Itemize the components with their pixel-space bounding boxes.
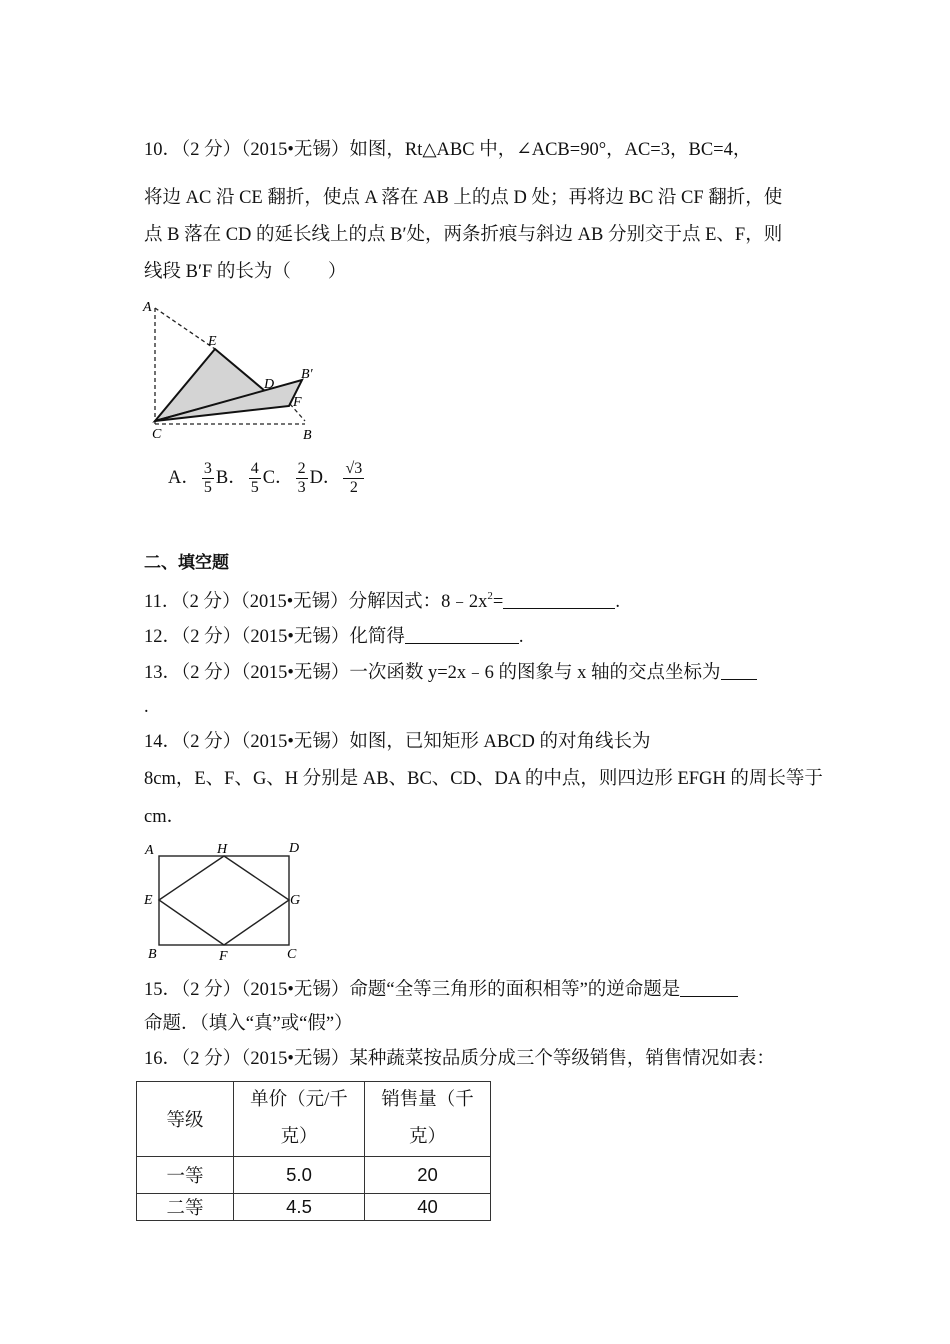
- q14-label-c: C: [287, 947, 297, 962]
- q14-rectangle-abcd: [159, 856, 289, 945]
- q15-line-2: 命题．（填入“真”或“假”）: [144, 1014, 353, 1034]
- q14-line-1: 14．（2 分）（2015•无锡）如图，已知矩形 ABCD 的对角线长为: [144, 732, 651, 752]
- table-cell: 一等: [137, 1157, 234, 1194]
- q10-options: [168, 460, 366, 498]
- q12-text: 12．（2 分）（2015•无锡）化简得: [144, 627, 405, 647]
- q14-label-d: D: [289, 841, 300, 856]
- table-row: [137, 1157, 491, 1194]
- q16-line-1: 16．（2 分）（2015•无锡）某种蔬菜按品质分成三个等级销售，销售情况如表：: [144, 1049, 775, 1069]
- q10-label-b: B: [303, 428, 312, 443]
- q10-label-e: E: [208, 334, 217, 349]
- q10-label-a: A: [143, 300, 152, 315]
- q13-period: .: [144, 697, 149, 717]
- q10-line-1: 10．（2 分）（2015•无锡）如图，Rt△ABC 中，∠ACB=90°，AC=3，BC=4，: [144, 140, 752, 160]
- q11-exponent: 2: [487, 590, 493, 602]
- option-b-fraction: $\frac{4}{5}$: [250, 460, 259, 497]
- header-grade: 等级: [137, 1082, 234, 1157]
- q14-figure: [140, 836, 315, 966]
- q10-line-4: 线段 B′F 的长为（ ）: [144, 262, 347, 282]
- q10-line-2: 将边 AC 沿 CE 翻折，使点 A 落在 AB 上的点 D 处；再将边 BC 沿 CF 翻折，使: [144, 188, 783, 208]
- option-b-letter: B．: [215, 468, 247, 489]
- option-d-fraction: $\frac{√3}{2}$: [345, 460, 363, 497]
- header-quantity: 销售量（千 克）: [365, 1082, 491, 1157]
- q14-label-g: G: [290, 893, 301, 908]
- q11-answer-blank[interactable]: [503, 590, 615, 609]
- q14-label-f: F: [219, 949, 228, 964]
- option-c-letter: C．: [262, 468, 294, 489]
- option-d-letter: D．: [309, 468, 342, 489]
- q10-label-b-prime: B′: [301, 367, 313, 382]
- option-a-letter: A．: [168, 468, 200, 489]
- q10-label-d: D: [264, 377, 275, 392]
- q10-label-c: C: [152, 427, 162, 442]
- q11-text: 11．（2 分）（2015•无锡）分解因式：8﹣2x: [144, 592, 488, 612]
- q11-line: [144, 590, 620, 612]
- q13-line: [144, 661, 757, 683]
- q12-answer-blank[interactable]: [405, 625, 519, 644]
- q12-line: [144, 625, 523, 647]
- q14-label-e: E: [144, 893, 153, 908]
- q14-label-b: B: [148, 947, 157, 962]
- option-a-fraction: $\frac{3}{5}$: [203, 460, 212, 497]
- table-header-row: [137, 1082, 491, 1157]
- q14-label-h: H: [217, 842, 228, 857]
- table-row: [137, 1194, 491, 1221]
- q14-label-a: A: [145, 843, 154, 858]
- option-c-fraction: $\frac{2}{3}$: [297, 460, 306, 497]
- q13-answer-blank[interactable]: [721, 661, 757, 680]
- q15-line-1: [144, 978, 738, 1000]
- q15-text: 15．（2 分）（2015•无锡）命题“全等三角形的面积相等”的逆命题是: [144, 980, 681, 1000]
- q11-period: .: [615, 592, 620, 612]
- table-cell: 20: [365, 1157, 491, 1194]
- q15-answer-blank[interactable]: [680, 978, 738, 997]
- table-cell: 40: [365, 1194, 491, 1221]
- table-cell: 4.5: [234, 1194, 365, 1221]
- q10-line-3: 点 B 落在 CD 的延长线上的点 B′处，两条折痕与斜边 AB 分别交于点 E、F，则: [144, 225, 783, 245]
- table-cell: 二等: [137, 1194, 234, 1221]
- header-price: 单价（元/千 克）: [234, 1082, 365, 1157]
- q13-text: 13．（2 分）（2015•无锡）一次函数 y=2x﹣6 的图象与 x 轴的交点坐标为: [144, 663, 721, 683]
- q14-line-3: cm．: [144, 807, 186, 827]
- q14-line-2: 8cm，E、F、G、H 分别是 AB、BC、CD、DA 的中点，则四边形 EFGH 的周长等于: [144, 769, 823, 789]
- q10-dash-ae: [155, 308, 215, 349]
- q10-label-f: F: [293, 395, 302, 410]
- section-title: 二、填空题: [144, 553, 229, 573]
- q10-figure: [140, 296, 340, 446]
- q14-rhombus-efgh: [159, 856, 289, 945]
- table-cell: 5.0: [234, 1157, 365, 1194]
- q12-period: .: [518, 627, 524, 647]
- q11-equals: =: [492, 592, 504, 612]
- q16-table: [136, 1081, 491, 1221]
